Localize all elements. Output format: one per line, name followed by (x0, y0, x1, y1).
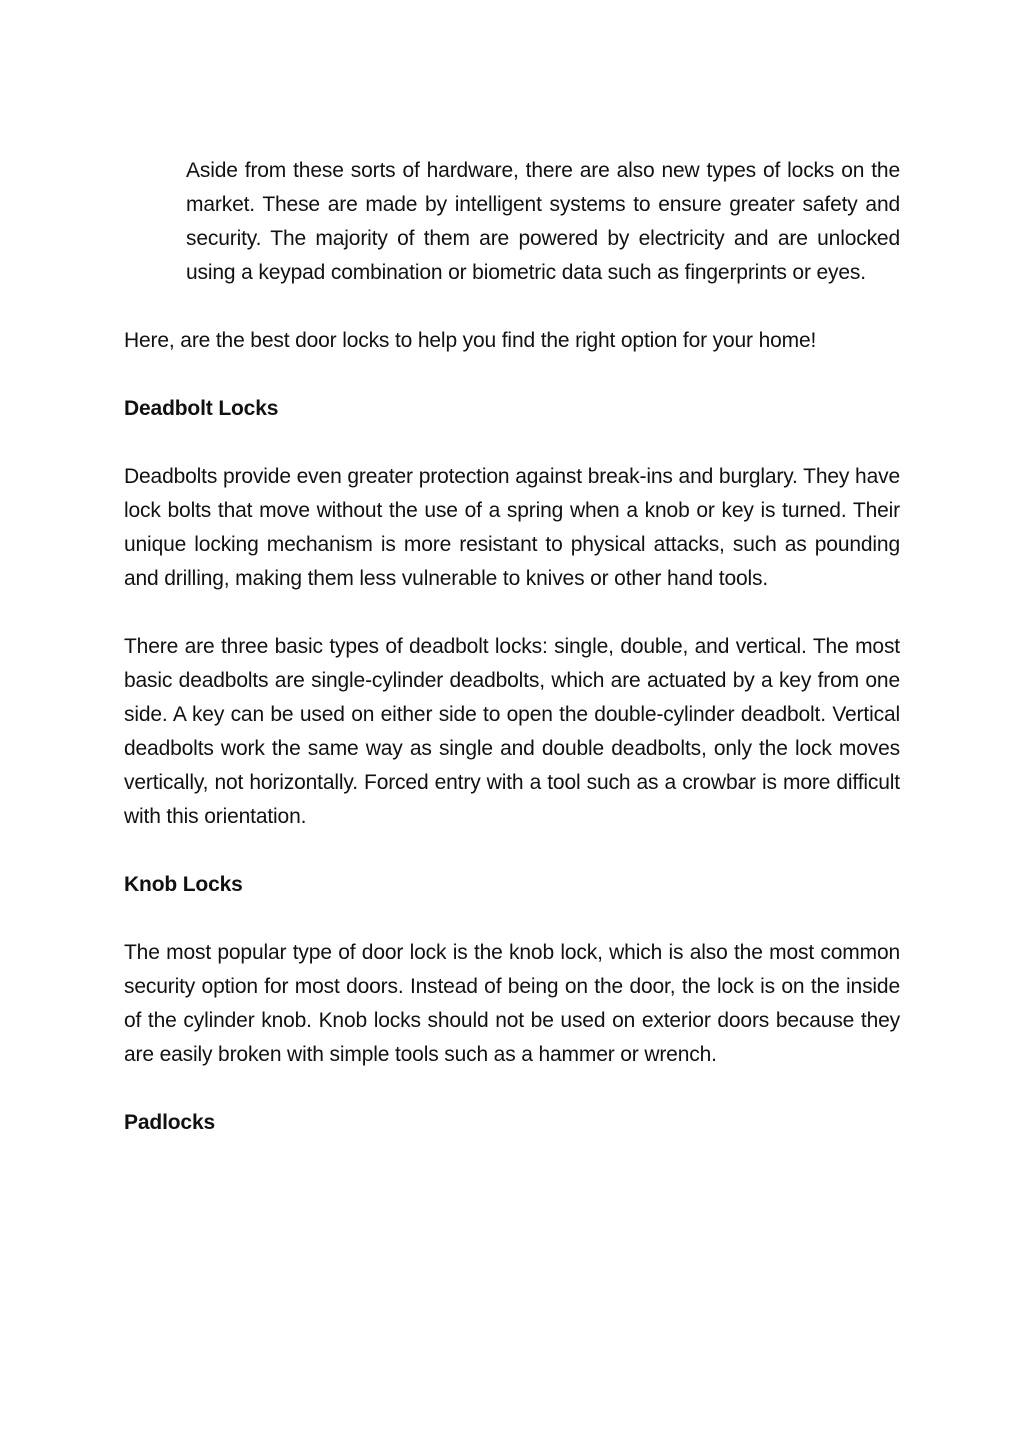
paragraph-deadbolt-intro: Deadbolts provide even greater protection against break-ins and burglary. They have lock bolts that move without the use of a spring when a knob or key is turned. Their unique locking mechanism is more resistant to physical attacks, such as pounding and drilling, making them less vulnerable to knives or other hand tools. (124, 465, 900, 590)
lead-sentence: Here, are the best door locks to help you find the right option for your home! (124, 329, 817, 352)
document-body (124, 154, 900, 1174)
section-heading-deadbolt-locks: Deadbolt Locks (124, 397, 279, 420)
paragraph-deadbolt-types: There are three basic types of deadbolt locks: single, double, and vertical. The most basic deadbolts are single-cylinder deadbolts, which are actuated by a key from one side. A key can be used on either side to open the double-cylinder deadbolt. Vertical deadbolts work the same way as single and double deadbolts, only the lock moves vertically, not horizontally. Forced entry with a tool such as a crowbar is more difficult with this orientation. (124, 635, 900, 828)
intro-paragraph: Aside from these sorts of hardware, there are also new types of locks on the market. These are made by intelligent systems to ensure greater safety and security. The majority of them are powered by electricity and are unlocked using a keypad combination or biometric data such as fingerprints or eyes. (186, 159, 900, 284)
section-heading-padlocks: Padlocks (124, 1111, 216, 1134)
paragraph-knob-locks: The most popular type of door lock is the knob lock, which is also the most common security option for most doors. Instead of being on the door, the lock is on the inside of the cylinder knob. Knob locks should not be used on exterior doors because they are easily broken with simple tools such as a hammer or wrench. (124, 941, 900, 1066)
section-heading-knob-locks: Knob Locks (124, 873, 243, 896)
